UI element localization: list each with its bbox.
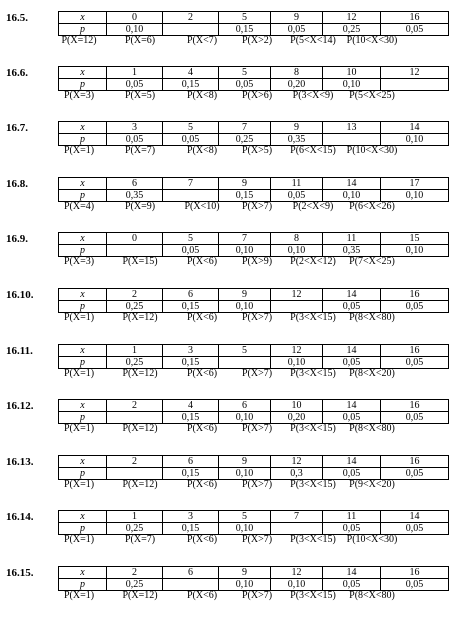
probability-question: P(6<X<15)	[290, 145, 336, 156]
probabilities-row	[59, 24, 449, 36]
prob-cell: 0,05	[271, 190, 323, 202]
probability-question: P(X>7)	[241, 534, 273, 545]
prob-cell: 0,25	[323, 24, 381, 36]
x-row-label: x	[59, 456, 107, 468]
probability-question: P(3<X<15)	[290, 423, 336, 434]
problem-block	[0, 177, 451, 223]
values-row	[59, 233, 449, 245]
prob-cell	[163, 24, 219, 36]
prob-cell: 0,05	[381, 412, 449, 424]
value-cell-x: 6	[107, 178, 163, 190]
prob-cell: 0,15	[163, 468, 219, 480]
prob-cell: 0,05	[381, 468, 449, 480]
problem-number: 16.13.	[6, 456, 34, 468]
value-cell-x: 1	[107, 67, 163, 79]
probability-question: P(X>7)	[241, 423, 273, 434]
probability-question: P(X<6)	[186, 590, 218, 601]
value-cell-x: 1	[107, 511, 163, 523]
problem-block	[0, 510, 451, 556]
value-cell-x: 12	[271, 456, 323, 468]
value-cell-x: 3	[163, 345, 219, 357]
values-row	[59, 122, 449, 134]
value-cell-x: 7	[219, 122, 271, 134]
probability-question: P(X>5)	[241, 145, 273, 156]
prob-cell	[271, 301, 323, 313]
probability-question: P(X>7)	[241, 590, 273, 601]
probability-question: P(5<X<14)	[290, 35, 336, 46]
probability-question: P(X>7)	[241, 201, 273, 212]
value-cell-x: 14	[323, 456, 381, 468]
probability-question: P(X<6)	[186, 256, 218, 267]
prob-cell: 0,35	[323, 245, 381, 257]
probability-question: P(X=1)	[63, 423, 95, 434]
prob-cell: 0,3	[271, 468, 323, 480]
probability-question: P(3<X<9)	[292, 90, 334, 101]
x-row-label: x	[59, 178, 107, 190]
values-row	[59, 511, 449, 523]
value-cell-x: 11	[271, 178, 323, 190]
problem-number: 16.8.	[6, 178, 28, 190]
value-cell-x: 17	[381, 178, 449, 190]
distribution-table	[58, 399, 449, 424]
probability-question: P(X<6)	[186, 534, 218, 545]
prob-cell: 0,15	[163, 357, 219, 369]
probability-question: P(X=5)	[124, 90, 156, 101]
distribution-table	[58, 344, 449, 369]
probability-question: P(7<X<25)	[349, 256, 395, 267]
value-cell-x: 4	[163, 400, 219, 412]
problem-block	[0, 288, 451, 334]
value-cell-x: 14	[381, 511, 449, 523]
prob-cell: 0,05	[271, 24, 323, 36]
prob-cell: 0,05	[381, 301, 449, 313]
problem-block	[0, 455, 451, 501]
value-cell-x: 16	[381, 567, 449, 579]
probabilities-row	[59, 134, 449, 146]
value-cell-x: 3	[163, 511, 219, 523]
probability-question: P(X<6)	[186, 479, 218, 490]
value-cell-x: 6	[219, 400, 271, 412]
x-row-label: x	[59, 400, 107, 412]
prob-cell: 0,05	[163, 134, 219, 146]
value-cell-x: 12	[381, 67, 449, 79]
probability-question: P(8<X<80)	[349, 423, 395, 434]
prob-cell: 0,05	[381, 357, 449, 369]
probability-question: P(X>7)	[241, 368, 273, 379]
prob-cell: 0,15	[219, 190, 271, 202]
prob-cell: 0,05	[323, 412, 381, 424]
probabilities-row	[59, 412, 449, 424]
prob-cell: 0,10	[323, 79, 381, 91]
distribution-table	[58, 566, 449, 591]
probability-question: P(X=12)	[122, 590, 158, 601]
probability-question: P(X=12)	[122, 312, 158, 323]
values-row	[59, 567, 449, 579]
prob-cell: 0,05	[323, 523, 381, 535]
probability-question: P(8<X<80)	[349, 312, 395, 323]
distribution-table	[58, 455, 449, 480]
value-cell-x: 2	[107, 289, 163, 301]
probability-question: P(X=6)	[124, 35, 156, 46]
prob-cell	[381, 79, 449, 91]
prob-cell: 0,15	[163, 412, 219, 424]
value-cell-x: 9	[219, 567, 271, 579]
value-cell-x: 5	[219, 345, 271, 357]
value-cell-x: 11	[323, 511, 381, 523]
value-cell-x: 12	[271, 567, 323, 579]
p-row-label: p	[59, 245, 107, 257]
value-cell-x: 10	[271, 400, 323, 412]
probability-question: P(X=1)	[63, 312, 95, 323]
probabilities-row	[59, 468, 449, 480]
value-cell-x: 16	[381, 289, 449, 301]
problem-block	[0, 566, 451, 612]
probability-question: P(X=1)	[63, 145, 95, 156]
prob-cell: 0,25	[107, 357, 163, 369]
prob-cell: 0,10	[271, 245, 323, 257]
p-row-label: p	[59, 134, 107, 146]
value-cell-x: 14	[323, 178, 381, 190]
value-cell-x: 9	[219, 178, 271, 190]
prob-cell	[219, 357, 271, 369]
value-cell-x: 2	[107, 567, 163, 579]
distribution-table	[58, 232, 449, 257]
value-cell-x: 1	[107, 345, 163, 357]
problem-number: 16.7.	[6, 122, 28, 134]
distribution-table	[58, 66, 449, 91]
prob-cell: 0,05	[323, 579, 381, 591]
value-cell-x: 7	[163, 178, 219, 190]
problem-number: 16.15.	[6, 567, 34, 579]
probability-question: P(X<6)	[186, 312, 218, 323]
x-row-label: x	[59, 67, 107, 79]
x-row-label: x	[59, 567, 107, 579]
probability-question: P(6<X<26)	[349, 201, 395, 212]
problem-number: 16.5.	[6, 12, 28, 24]
distribution-table	[58, 510, 449, 535]
value-cell-x: 4	[163, 67, 219, 79]
prob-cell	[323, 134, 381, 146]
prob-cell	[107, 412, 163, 424]
value-cell-x: 12	[271, 289, 323, 301]
value-cell-x: 7	[271, 511, 323, 523]
x-row-label: x	[59, 345, 107, 357]
problem-block	[0, 344, 451, 390]
problem-number: 16.14.	[6, 511, 34, 523]
prob-cell: 0,10	[381, 245, 449, 257]
prob-cell	[107, 468, 163, 480]
prob-cell: 0,25	[219, 134, 271, 146]
probability-question: P(X=1)	[63, 368, 95, 379]
probability-question: P(X=3)	[63, 256, 95, 267]
problem-number: 16.11.	[6, 345, 33, 357]
value-cell-x: 7	[219, 233, 271, 245]
distribution-table	[58, 11, 449, 36]
prob-cell: 0,15	[163, 523, 219, 535]
x-row-label: x	[59, 122, 107, 134]
prob-cell: 0,15	[219, 24, 271, 36]
probability-question: P(X=12)	[122, 423, 158, 434]
values-row	[59, 289, 449, 301]
prob-cell: 0,05	[381, 24, 449, 36]
problem-block	[0, 232, 451, 278]
value-cell-x: 6	[163, 289, 219, 301]
value-cell-x: 0	[107, 12, 163, 24]
value-cell-x: 8	[271, 67, 323, 79]
values-row	[59, 456, 449, 468]
value-cell-x: 5	[163, 233, 219, 245]
distribution-table	[58, 177, 449, 202]
value-cell-x: 12	[271, 345, 323, 357]
probability-question: P(X=12)	[122, 368, 158, 379]
p-row-label: p	[59, 24, 107, 36]
prob-cell: 0,10	[271, 579, 323, 591]
probability-question: P(X<6)	[186, 423, 218, 434]
prob-cell: 0,10	[381, 190, 449, 202]
probabilities-row	[59, 301, 449, 313]
value-cell-x: 5	[219, 12, 271, 24]
value-cell-x: 9	[219, 289, 271, 301]
value-cell-x: 6	[163, 456, 219, 468]
probabilities-row	[59, 523, 449, 535]
problem-block	[0, 399, 451, 445]
prob-cell: 0,10	[381, 134, 449, 146]
prob-cell: 0,35	[107, 190, 163, 202]
problem-number: 16.10.	[6, 289, 34, 301]
prob-cell: 0,05	[163, 245, 219, 257]
prob-cell: 0,10	[271, 357, 323, 369]
probability-question: P(X=4)	[63, 201, 95, 212]
p-row-label: p	[59, 357, 107, 369]
probability-question: P(X>6)	[241, 90, 273, 101]
values-row	[59, 12, 449, 24]
probability-question: P(X=3)	[63, 90, 95, 101]
prob-cell: 0,10	[107, 24, 163, 36]
probability-question: P(5<X<25)	[349, 90, 395, 101]
x-row-label: x	[59, 12, 107, 24]
values-row	[59, 178, 449, 190]
probability-question: P(X=1)	[63, 590, 95, 601]
p-row-label: p	[59, 301, 107, 313]
prob-cell: 0,20	[271, 79, 323, 91]
prob-cell: 0,05	[219, 79, 271, 91]
prob-cell: 0,05	[323, 301, 381, 313]
prob-cell: 0,10	[219, 301, 271, 313]
probability-question: P(X=12)	[61, 35, 97, 46]
value-cell-x: 2	[107, 456, 163, 468]
prob-cell: 0,35	[271, 134, 323, 146]
p-row-label: p	[59, 579, 107, 591]
prob-cell: 0,25	[107, 579, 163, 591]
prob-cell: 0,10	[219, 523, 271, 535]
value-cell-x: 9	[219, 456, 271, 468]
problem-number: 16.12.	[6, 400, 34, 412]
prob-cell: 0,05	[381, 523, 449, 535]
probability-question: P(X=12)	[122, 479, 158, 490]
distribution-table	[58, 121, 449, 146]
value-cell-x: 16	[381, 345, 449, 357]
p-row-label: p	[59, 468, 107, 480]
probabilities-row	[59, 357, 449, 369]
prob-cell: 0,10	[219, 468, 271, 480]
value-cell-x: 3	[107, 122, 163, 134]
problem-number: 16.6.	[6, 67, 28, 79]
value-cell-x: 16	[381, 400, 449, 412]
probability-question: P(10<X<30)	[346, 35, 398, 46]
p-row-label: p	[59, 190, 107, 202]
probabilities-row	[59, 579, 449, 591]
prob-cell: 0,10	[323, 190, 381, 202]
p-row-label: p	[59, 79, 107, 91]
problem-block	[0, 66, 451, 112]
value-cell-x: 6	[163, 567, 219, 579]
value-cell-x: 14	[323, 567, 381, 579]
prob-cell	[163, 579, 219, 591]
probabilities-row	[59, 245, 449, 257]
probability-question: P(8<X<20)	[349, 368, 395, 379]
prob-cell: 0,10	[219, 412, 271, 424]
value-cell-x: 15	[381, 233, 449, 245]
probability-question: P(2<X<12)	[290, 256, 336, 267]
value-cell-x: 14	[323, 289, 381, 301]
x-row-label: x	[59, 511, 107, 523]
values-row	[59, 67, 449, 79]
probability-question: P(X=15)	[122, 256, 158, 267]
value-cell-x: 5	[219, 67, 271, 79]
probability-question: P(X<10)	[184, 201, 220, 212]
value-cell-x: 16	[381, 12, 449, 24]
prob-cell: 0,05	[381, 579, 449, 591]
prob-cell: 0,05	[107, 134, 163, 146]
probability-question: P(3<X<15)	[290, 368, 336, 379]
p-row-label: p	[59, 523, 107, 535]
x-row-label: x	[59, 289, 107, 301]
value-cell-x: 16	[381, 456, 449, 468]
value-cell-x: 14	[381, 122, 449, 134]
prob-cell: 0,20	[271, 412, 323, 424]
probability-question: P(X<7)	[186, 35, 218, 46]
probability-question: P(3<X<15)	[290, 312, 336, 323]
probabilities-row	[59, 190, 449, 202]
value-cell-x: 5	[219, 511, 271, 523]
prob-cell: 0,10	[219, 579, 271, 591]
probability-question: P(3<X<15)	[290, 534, 336, 545]
probability-question: P(2<X<9)	[292, 201, 334, 212]
value-cell-x: 9	[271, 122, 323, 134]
x-row-label: x	[59, 233, 107, 245]
p-row-label: p	[59, 412, 107, 424]
value-cell-x: 11	[323, 233, 381, 245]
value-cell-x: 5	[163, 122, 219, 134]
probability-question: P(9<X<20)	[349, 479, 395, 490]
value-cell-x: 14	[323, 400, 381, 412]
probability-question: P(X=1)	[63, 479, 95, 490]
prob-cell: 0,10	[219, 245, 271, 257]
probability-question: P(X<8)	[186, 90, 218, 101]
probability-question: P(X<8)	[186, 145, 218, 156]
prob-cell: 0,25	[107, 301, 163, 313]
prob-cell	[163, 190, 219, 202]
values-row	[59, 400, 449, 412]
prob-cell: 0,05	[323, 468, 381, 480]
prob-cell	[107, 245, 163, 257]
values-row	[59, 345, 449, 357]
probability-question: P(X>7)	[241, 312, 273, 323]
value-cell-x: 10	[323, 67, 381, 79]
probability-question: P(X>9)	[241, 256, 273, 267]
value-cell-x: 8	[271, 233, 323, 245]
probability-question: P(10<X<30)	[346, 145, 398, 156]
prob-cell: 0,15	[163, 79, 219, 91]
problem-number: 16.9.	[6, 233, 28, 245]
probabilities-row	[59, 79, 449, 91]
probability-question: P(X>7)	[241, 479, 273, 490]
value-cell-x: 9	[271, 12, 323, 24]
value-cell-x: 13	[323, 122, 381, 134]
value-cell-x: 2	[163, 12, 219, 24]
probability-question: P(X=7)	[124, 534, 156, 545]
prob-cell: 0,25	[107, 523, 163, 535]
probability-question: P(X=1)	[63, 534, 95, 545]
value-cell-x: 12	[323, 12, 381, 24]
probability-question: P(X<6)	[186, 368, 218, 379]
problem-block	[0, 11, 451, 57]
value-cell-x: 2	[107, 400, 163, 412]
prob-cell: 0,05	[107, 79, 163, 91]
probability-question: P(3<X<15)	[290, 590, 336, 601]
value-cell-x: 14	[323, 345, 381, 357]
probability-question: P(10<X<30)	[346, 534, 398, 545]
value-cell-x: 0	[107, 233, 163, 245]
probability-question: P(X>2)	[241, 35, 273, 46]
probability-question: P(3<X<15)	[290, 479, 336, 490]
probability-question: P(X=9)	[124, 201, 156, 212]
problem-block	[0, 121, 451, 167]
prob-cell	[271, 523, 323, 535]
prob-cell: 0,05	[323, 357, 381, 369]
probability-question: P(8<X<80)	[349, 590, 395, 601]
distribution-table	[58, 288, 449, 313]
probability-question: P(X=7)	[124, 145, 156, 156]
prob-cell: 0,15	[163, 301, 219, 313]
